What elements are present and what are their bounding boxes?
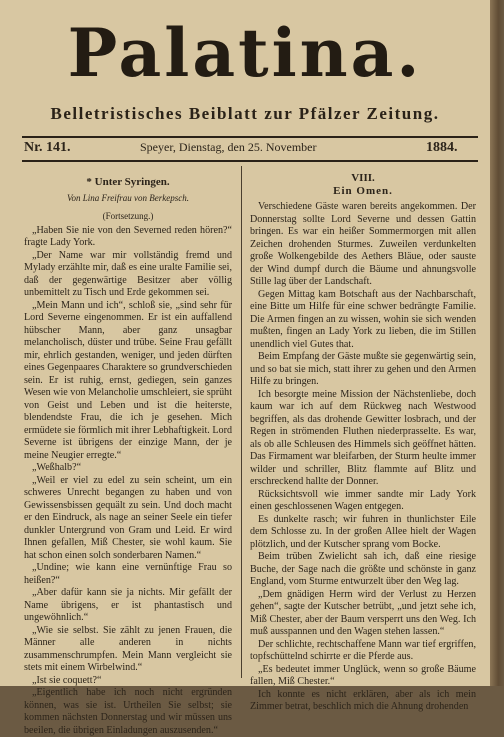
column-divider <box>241 166 242 678</box>
chapter-title: Ein Omen. <box>333 184 393 197</box>
left-column <box>24 172 232 737</box>
story-byline: Von Lina Freifrau von Berkepsch. <box>67 192 189 203</box>
left-paragraph: „Undine; wie kann eine vernünftige Frau so heißen?“ <box>24 562 232 586</box>
right-paragraph: Beim Empfang der Gäste mußte sie gegenwärtig sein, und so bat sie mich, statt ihrer zu gehen und den Armen Hilfe zu bringen. <box>250 351 476 387</box>
right-paragraph: Es dunkelte rasch; wir fuhren in thunlichster Eile dem Schlosse zu. In der großen Allee hielt der Wagen plötzlich, und der Kutscher sprang vom Bocke. <box>250 513 476 550</box>
right-column <box>250 172 476 714</box>
right-paragraph: Rücksichtsvoll wie immer sandte mir Lady York einen geschlossenen Wagen entgegen. <box>250 488 476 512</box>
left-paragraph: „Mein Mann und ich“, schloß sie, „sind sehr für Lord Severne eingenommen. Er ist ein auffallend hübscher Mann, aber ganz unsagbar melancholisch, düster und trübe. Seine Frau gefällt mir, ehrlich gestanden, weniger, und jeden dürften eines Gegenpaares Charaktere so grundverschieden sein. Er ist ruhig, ernst, gediegen, sein ganzes Wesen wie von Melancholie umschleiert, sie sprüht von Geist und Leben und ist die heiterste, blendendste Frau, die ich je gesehen. Mich ermüdete sie förmlich mit ihrer Lebhaftigkeit. Lord Severne ist übrigens der einzige Mann, der je meine Neugier erregte.“ <box>24 299 233 461</box>
issue-number: Nr. 141. <box>24 140 71 155</box>
left-paragraph: „Eigentlich habe ich noch nicht ergründen können, was sie ist. Urtheilen Sie selbst; sie kommen nächsten Donnerstag und wir müssen uns beeilen, die übrigen Einladungen auszusenden.“ <box>24 687 232 736</box>
left-paragraph: „Haben Sie nie von den Severned reden hören?“ fragte Lady York. <box>24 224 232 248</box>
left-paragraph: „Wie sie selbst. Sie zählt zu jenen Frauen, die Männer alle anderen in nichts zusammenschrumpfen. Mein Mann vergleicht sie stets mit einem Wirbelwind.“ <box>24 624 232 673</box>
place-date: Speyer, Dienstag, den 25. November <box>140 140 317 154</box>
bottom-rule <box>22 160 478 162</box>
left-paragraph: „Aber dafür kann sie ja nichts. Mir gefällt der Name übrigens, er ist phantastisch und ungewöhnlich.“ <box>24 587 232 623</box>
chapter-number: VIII. <box>351 172 375 184</box>
right-paragraph: Ich konnte es nicht erklären, aber als ich mein Zimmer betrat, beschlich mich die Ahnung drohenden <box>250 688 476 712</box>
right-paragraph: Gegen Mittag kam Botschaft aus der Nachbarschaft, eine Bitte um Hilfe für eine schwer bedrängte Familie. Die Armen fingen an zu wissen, wohin sie sich wenden mußten, fingen an Lady York zu lieben, die im Stillen unendlich viel Gutes that. <box>250 288 476 350</box>
right-paragraph: Verschiedene Gäste waren bereits angekommen. Der Donnerstag sollte Lord Severne und dessen Gattin bringen. Es war ein heißer Sommermorgen mit allen Zeichen drohenden Sturmes. Zuweilen verdunkelten große Wolkengebilde des Aethers Bläue, oder sauste der Wind dumpf durch die Bäume und ahnungsvolle Stille lag über der Landschaft. <box>250 201 476 287</box>
left-paragraph: „Der Name war mir vollständig fremd und Mylady erzählte mir, daß es eine uralte Familie sei, daß der gegenwärtige Besitzer aber völlig unbemittelt zu Tisch und Erde gekommen sei. <box>24 249 232 298</box>
left-paragraph: „Ist sie coquett?“ <box>32 674 102 686</box>
continuation-note: (Fortsetzung.) <box>102 211 154 221</box>
right-paragraph: „Es bedeutet immer Unglück, wenn so große Bäume fallen, Miß Chester.“ <box>250 663 476 687</box>
masthead-subtitle: Belletristisches Beiblatt zur Pfälzer Zeitung. <box>50 104 440 123</box>
top-rule <box>22 136 478 138</box>
right-paragraph: Der schlichte, rechtschaffene Mann war tief ergriffen, topfschüttelnd schirrte er die Pferde aus. <box>250 638 476 662</box>
book-binding-edge <box>490 0 504 686</box>
left-paragraph: „Weil er viel zu edel zu sein scheint, um ein schweres Unrecht begangen zu haben und von Gewissensbissen gequält zu sein. Und doch macht er den Eindruck, als nage an seiner Seele ein tiefer dunkler Untergrund von Gram und Leid. Er wird Ihnen gefallen, Miß Chester, sie wohl kaum. Sie hat schon einen solch sonderbaren Namen.“ <box>24 474 232 561</box>
left-paragraph: „Weßhalb?“ <box>32 462 82 473</box>
story-title: * Unter Syringen. <box>86 176 170 188</box>
right-paragraph: Ich besorgte meine Mission der Nächstenliebe, doch kaum war ich auf dem Rückweg nach Westwood begriffen, als das drohende Gewitter losbrach, und der Regen in strömenden Fluthen niederprasselte. Es war, als ob alle Schleusen des Himmels sich geöffnet hätten. Das Firmament war bleifarben, der Sturm heulte immer wilder und schriller, Blitz flammte auf Blitz und erschreckend hallte der Donner. <box>250 388 476 487</box>
right-paragraph: „Dem gnädigen Herrn wird der Verlust zu Herzen gehen“, sagte der Kutscher betrübt, „und jetzt sehe ich, Miß Chester, aber der Baum versperrt uns den Weg. Ich muß ausspannen und den Wagen stehen lassen.“ <box>250 588 476 637</box>
masthead-title: Palatina. <box>67 14 423 92</box>
issue-year: 1884. <box>426 140 458 155</box>
right-paragraph: Beim trüben Zwielicht sah ich, daß eine riesige Buche, der Sage nach die größte und schönste in ganz England, vom Sturme entwurzelt über den Weg lag. <box>250 551 476 587</box>
